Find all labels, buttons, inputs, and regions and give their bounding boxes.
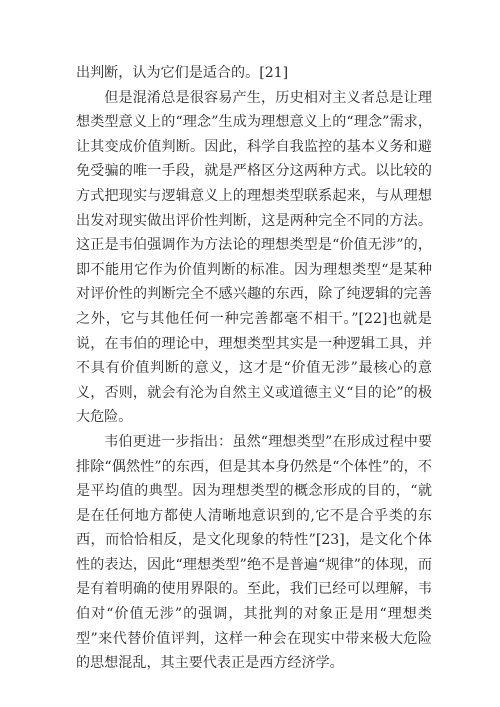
paragraph: 但是混淆总是很容易产生，历史相对主义者总是让理想类型意义上的“理念”生成为理想意义上的“理念”需求，让其变成价值判断。因此，科学自我监控的基本义务和避免受骗的唯一手段，就是严格区分这两种方式。以比较的方式把现实与逻辑意义上的理想类型联系起来，与从理想出发对现实做出评价性判断，这是两种完全不同的方法。这正是韦伯强调作为方法论的理想类型是“价值无涉”的，即不能用它作为价值判断的标准。因为理想类型“是某种对评价性的判断完全不感兴趣的东西，除了纯逻辑的完善之外，它与其他任何一种完善都毫不相干。”[22]也就是说，在韦伯的理论中，理想类型其实是一种逻辑工具，并不具有价值判断的意义，这才是“价值无涉”最核心的意义，否则，就会有沦为自然主义或道德主义“目的论”的极大危险。 [76,89,432,426]
paragraph-continuation: 出判断，认为它们是适合的。[21] [76,65,289,81]
body-text [76,61,432,676]
paragraph: 韦伯更进一步指出：虽然“理想类型”在形成过程中要排除“偶然性”的东西，但是其本身仍然是“个体性”的，不是平均值的典型。因为理想类型的概念形成的目的，“就是在任何地方都使人清晰地意识到的,它不是合乎类的东西，而恰恰相反，是文化现象的特性”[23]，是文化个体性的表达，因此“理想类型”绝不是普遍“规律”的体现，而是有着明确的使用界限的。至此，我们已经可以理解，韦伯对“价值无涉”的强调，其批判的对象正是用“理想类型”来代替价值评判，这样一种会在现实中带来极大危险的思想混乱，其主要代表正是西方经济学。 [76,433,432,672]
